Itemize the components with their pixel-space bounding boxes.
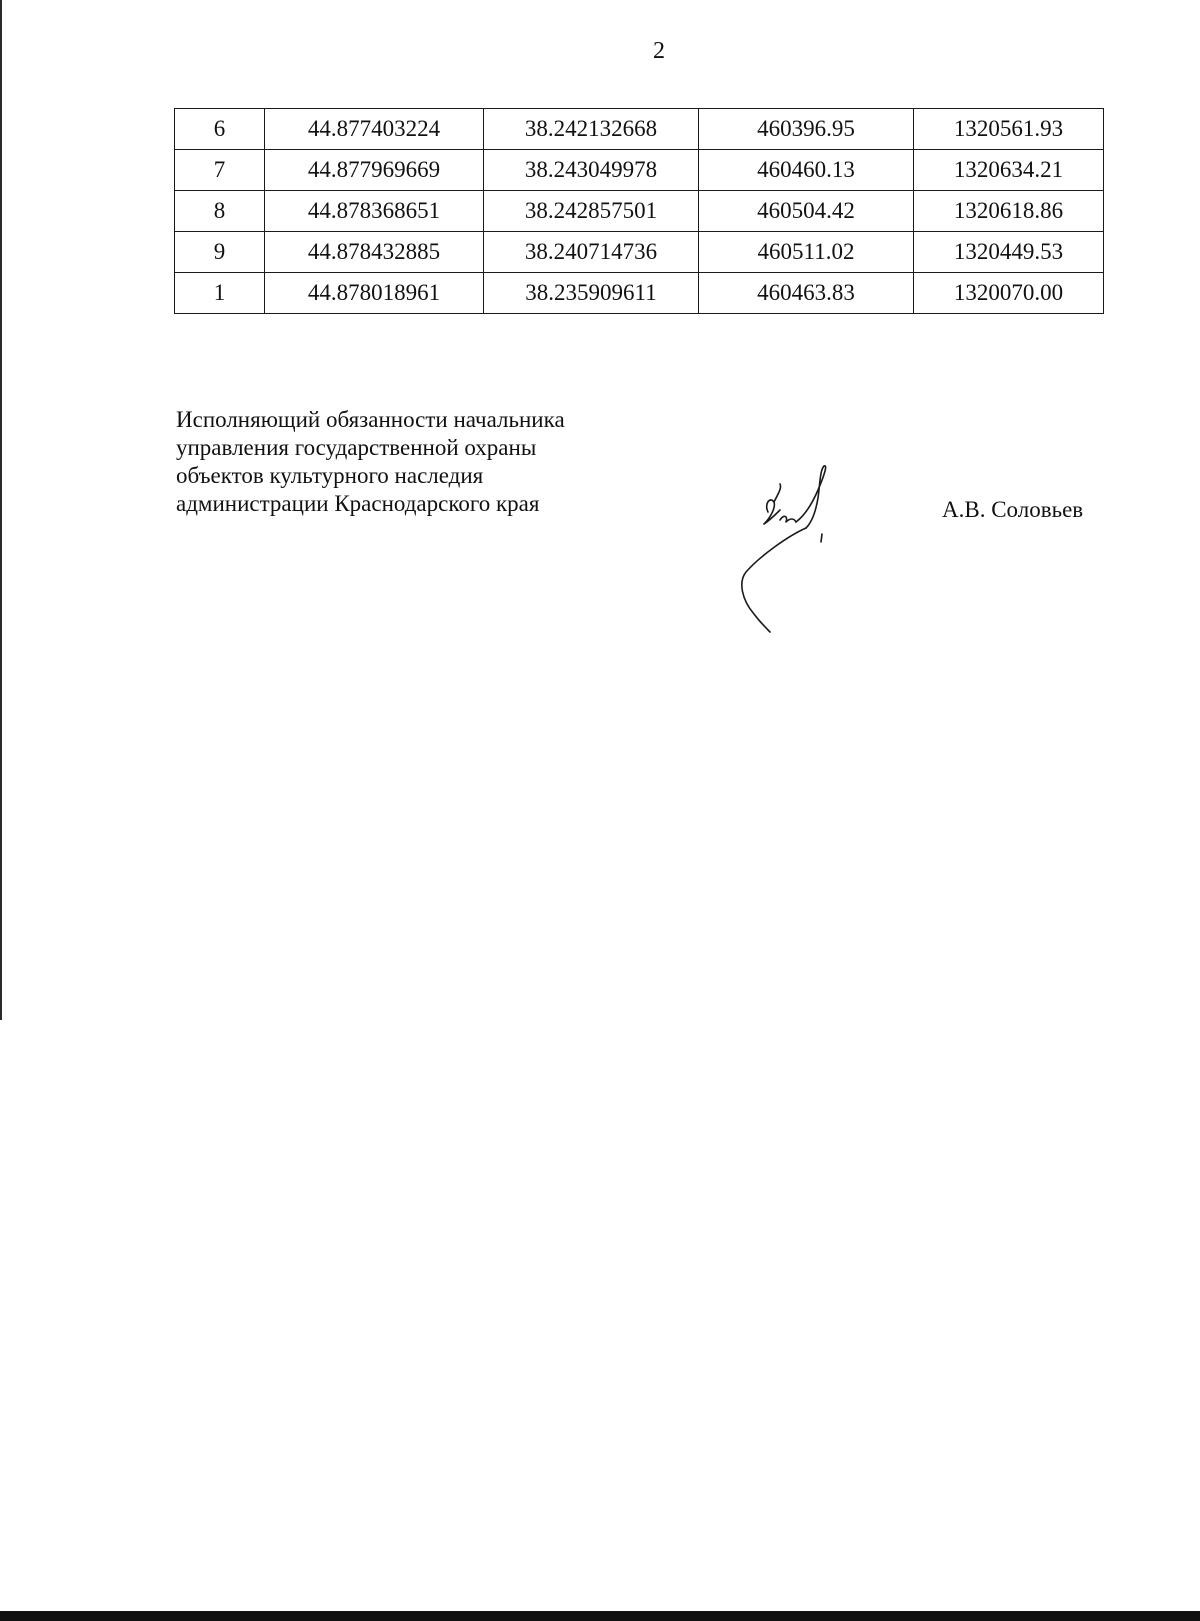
- table-cell: 460504.42: [699, 191, 914, 232]
- handwritten-signature: [740, 462, 870, 637]
- table-cell: 1320634.21: [914, 150, 1104, 191]
- table-row: [175, 232, 1104, 273]
- signatory-position: [176, 406, 565, 518]
- table-cell: 44.878368651: [265, 191, 484, 232]
- table-cell: 38.235909611: [484, 273, 699, 314]
- table-row: [175, 150, 1104, 191]
- table-cell: 44.878432885: [265, 232, 484, 273]
- table-cell: 9: [175, 232, 265, 273]
- position-line: Исполняющий обязанности начальника: [176, 407, 565, 432]
- table-cell: 1320618.86: [914, 191, 1104, 232]
- table-cell: 460511.02: [699, 232, 914, 273]
- table-cell: 38.242857501: [484, 191, 699, 232]
- table-cell: 1320561.93: [914, 109, 1104, 150]
- table-cell: 44.877969669: [265, 150, 484, 191]
- table-row: [175, 273, 1104, 314]
- table-cell: 7: [175, 150, 265, 191]
- table-cell: 8: [175, 191, 265, 232]
- table-cell: 44.877403224: [265, 109, 484, 150]
- table-cell: 1320070.00: [914, 273, 1104, 314]
- coordinates-table: [174, 108, 1104, 314]
- coordinates-table-body: [175, 109, 1104, 314]
- page-number: 2: [653, 38, 665, 64]
- table-row: [175, 191, 1104, 232]
- table-cell: 460396.95: [699, 109, 914, 150]
- table-cell: 460463.83: [699, 273, 914, 314]
- table-cell: 38.242132668: [484, 109, 699, 150]
- table-cell: 38.243049978: [484, 150, 699, 191]
- scan-edge-bottom: [0, 1611, 1200, 1621]
- table-cell: 6: [175, 109, 265, 150]
- table-cell: 460460.13: [699, 150, 914, 191]
- signer-name: А.В. Соловьев: [942, 497, 1084, 522]
- position-line: управления государственной охраны: [176, 435, 537, 460]
- position-line: администрации Краснодарского края: [176, 491, 540, 516]
- scan-edge-left: [0, 0, 2, 1020]
- position-line: объектов культурного наследия: [176, 463, 484, 488]
- table-cell: 38.240714736: [484, 232, 699, 273]
- table-row: [175, 109, 1104, 150]
- table-cell: 44.878018961: [265, 273, 484, 314]
- table-cell: 1320449.53: [914, 232, 1104, 273]
- table-cell: 1: [175, 273, 265, 314]
